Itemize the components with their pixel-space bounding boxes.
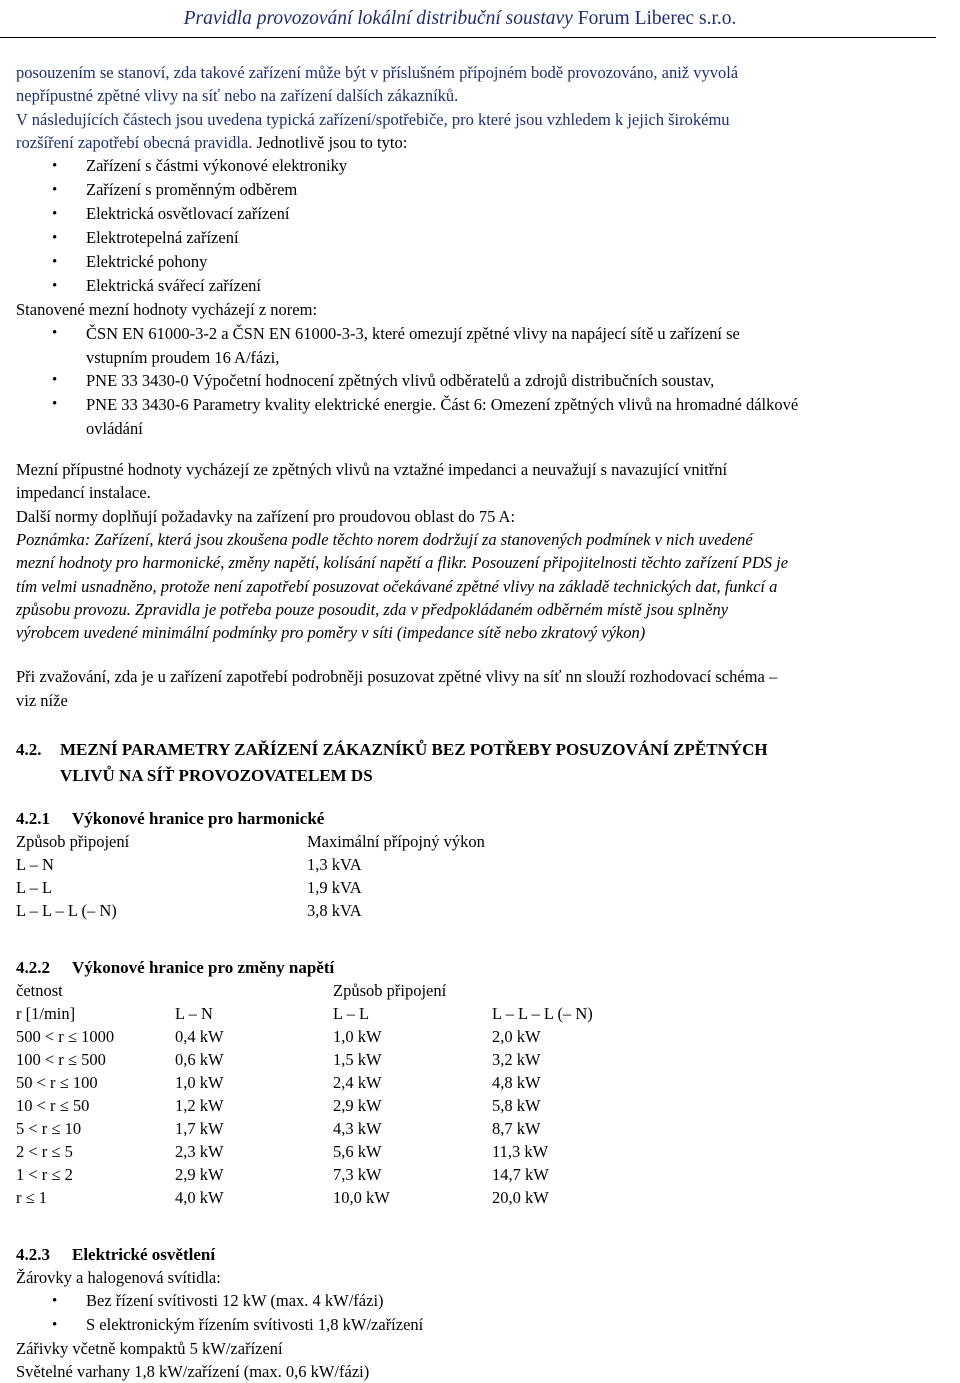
lighting-intro: Žárovky a halogenová svítidla: [16, 1267, 221, 1287]
document-body [16, 61, 936, 1383]
list-item [16, 393, 936, 440]
voltage-change-table [16, 979, 593, 1209]
list-item [16, 369, 936, 393]
table-cell: 1,2 kW [175, 1095, 224, 1115]
harmonics-table [16, 830, 485, 922]
table-row [16, 1163, 593, 1186]
section-4-2-1-heading [16, 807, 936, 830]
list-item: • Zařízení s proměnným odběrem [16, 178, 936, 202]
limits-intro: Stanovené mezní hodnoty vycházejí z norem: [16, 300, 318, 320]
column-header: L – L [333, 1003, 370, 1023]
table-cell: 50 < r ≤ 100 [16, 1072, 98, 1092]
table-header-row [16, 830, 485, 853]
section-title-line-1: MEZNÍ PARAMETRY ZAŘÍZENÍ ZÁKAZNÍKŮ BEZ POTŘEBY POSUZOVÁNÍ ZPĚTNÝCH [60, 739, 768, 759]
table-cell: 2,4 kW [333, 1072, 382, 1092]
column-header: Způsob připojení [16, 831, 130, 851]
note-line-2: mezní hodnoty pro harmonické, změny napětí, kolísání napětí a flikr. Posouzení připojitelnosti těchto zařízení PDS je [16, 553, 789, 573]
table-cell: 100 < r ≤ 500 [16, 1049, 106, 1069]
intro-line-2: nepřípustné zpětné vlivy na síť nebo na zařízení dalších zákazníků. [16, 86, 459, 106]
table-cell: 1,9 kVA [307, 877, 362, 897]
table-cell: 2,3 kW [175, 1141, 224, 1161]
intro-line-4a: rozšíření zapotřebí obecná pravidla. [16, 132, 253, 152]
table-cell: 1,0 kW [175, 1072, 224, 1092]
table-cell: 500 < r ≤ 1000 [16, 1026, 115, 1046]
section-4-2-2-heading [16, 956, 936, 979]
table-cell: 5,8 kW [492, 1095, 541, 1115]
column-group-header: Způsob připojení [333, 980, 447, 1000]
note-line-5: výrobcem uvedené minimální podmínky pro poměry v síti (impedance sítě nebo zkratový výkon) [16, 623, 646, 643]
equipment-list [16, 154, 936, 298]
table-cell: 1,3 kVA [307, 854, 362, 874]
table-row [16, 899, 485, 922]
note-line-1: Poznámka: Zařízení, která jsou zkoušena podle těchto norem dodržují za stanovených podmínek v nich uvedené [16, 530, 753, 550]
table-cell: 10,0 kW [333, 1187, 390, 1207]
table-cell: 7,3 kW [333, 1164, 382, 1184]
lighting-line-1: Zářivky včetně kompaktů 5 kW/zařízení [16, 1338, 283, 1358]
header-title-italic: Pravidla provozování lokální distribuční soustavy [183, 8, 573, 29]
section-number: 4.2.3 [16, 1244, 50, 1264]
section-title: Výkonové hranice pro harmonické [72, 808, 325, 828]
section-title-line-2: VLIVŮ NA SÍŤ PROVOZOVATELEM DS [60, 765, 373, 785]
table-cell: 2,0 kW [492, 1026, 541, 1046]
table-cell: 1,5 kW [333, 1049, 382, 1069]
table-cell: 3,2 kW [492, 1049, 541, 1069]
table-row [16, 1140, 593, 1163]
standard-2-line-1: • PNE 33 3430-0 Výpočetní hodnocení zpětných vlivů odběratelů a zdrojů distribučních soustav, [86, 371, 715, 391]
intro-line-4 [16, 131, 936, 154]
header-title-company: Forum Liberec s.r.o. [577, 8, 737, 29]
table-row [16, 1186, 593, 1209]
other-norms: Další normy doplňují požadavky na zařízení pro proudovou oblast do 75 A: [16, 506, 516, 526]
section-4-2-heading [16, 737, 936, 789]
column-header: L – N [175, 1003, 213, 1023]
table-cell: L – N [16, 854, 54, 874]
note-block [16, 528, 936, 644]
table-cell: 4,3 kW [333, 1118, 382, 1138]
impedance-line-1: Mezní přípustné hodnoty vycházejí ze zpětných vlivů na vztažné impedanci a neuvažují s navazující vnitřní [16, 460, 728, 480]
table-header-row [16, 979, 593, 1002]
table-header-row [16, 1002, 593, 1025]
table-row [16, 853, 485, 876]
table-row [16, 876, 485, 899]
standard-3-line-1: • PNE 33 3430-6 Parametry kvality elektrické energie. Část 6: Omezení zpětných vlivů na hromadné dálkové [86, 394, 799, 414]
table-cell: 1 < r ≤ 2 [16, 1164, 73, 1184]
table-cell: 0,6 kW [175, 1049, 224, 1069]
table-cell: L – L [16, 877, 53, 897]
list-item: • Elektrotepelná zařízení [16, 226, 936, 250]
table-cell: 0,4 kW [175, 1026, 224, 1046]
section-title: Výkonové hranice pro změny napětí [72, 957, 335, 977]
assessment-line-2: viz níže [16, 690, 68, 710]
lighting-list [16, 1289, 936, 1337]
standard-1-line-1: • ČSN EN 61000-3-2 a ČSN EN 61000-3-3, které omezují zpětné vlivy na napájecí sítě u zařízení se [86, 324, 740, 344]
table-cell: 4,8 kW [492, 1072, 541, 1092]
table-cell: 8,7 kW [492, 1118, 541, 1138]
table-cell: 1,0 kW [333, 1026, 382, 1046]
list-item: • Elektrická svářecí zařízení [16, 274, 936, 298]
impedance-line-2: impedancí instalace. [16, 483, 151, 503]
table-cell: 5 < r ≤ 10 [16, 1118, 82, 1138]
table-cell: 1,7 kW [175, 1118, 224, 1138]
list-item: • S elektronickým řízením svítivosti 1,8 kW/zařízení [16, 1313, 936, 1337]
table-row [16, 1117, 593, 1140]
table-cell: 10 < r ≤ 50 [16, 1095, 90, 1115]
table-cell: 2 < r ≤ 5 [16, 1141, 73, 1161]
standards-list [16, 322, 936, 440]
standard-3-line-2: ovládání [86, 418, 143, 438]
table-row [16, 1094, 593, 1117]
table-row [16, 1048, 593, 1071]
page-header [0, 0, 936, 38]
table-cell: 2,9 kW [175, 1164, 224, 1184]
intro-line-1: posouzením se stanoví, zda takové zařízení může být v příslušném přípojném bodě provozováno, aniž vyvolá [16, 63, 739, 82]
table-cell: 11,3 kW [492, 1141, 549, 1161]
section-title: Elektrické osvětlení [72, 1244, 216, 1264]
section-number: 4.2.1 [16, 808, 50, 828]
standard-1-line-2: vstupním proudem 16 A/fázi, [86, 347, 280, 367]
list-item: • Elektrické pohony [16, 250, 936, 274]
list-item [16, 322, 936, 369]
list-item: • Elektrická osvětlovací zařízení [16, 202, 936, 226]
section-4-2-3-heading [16, 1243, 936, 1266]
lighting-line-2: Světelné varhany 1,8 kW/zařízení (max. 0,6 kW/fázi) [16, 1362, 370, 1382]
column-header: Maximální přípojný výkon [307, 831, 485, 851]
note-line-3: tím velmi usnadněno, protože není zapotřebí posuzovat očekávané zpětné vlivy na základě technických dat, funkcí a [16, 576, 778, 596]
table-cell: L – L – L (– N) [16, 900, 117, 920]
list-item: • Zařízení s částmi výkonové elektroniky [16, 154, 936, 178]
note-line-4: způsobu provozu. Zpravidla je potřeba pouze posoudit, zda v předpokládaném odběrném místě jsou splněny [16, 599, 729, 619]
column-header: L – L – L (– N) [492, 1003, 593, 1023]
section-number: 4.2.2 [16, 957, 50, 977]
assessment-line-1: Při zvažování, zda je u zařízení zapotřebí podrobněji posuzovat zpětné vlivy na síť nn slouží rozhodovací schéma – [16, 666, 778, 686]
table-cell: 5,6 kW [333, 1141, 382, 1161]
column-header: r [1/min] [16, 1003, 76, 1023]
intro-line-4b: Jednotlivě jsou to tyto: [252, 132, 408, 152]
table-row [16, 1071, 593, 1094]
table-row [16, 1025, 593, 1048]
table-cell: 20,0 kW [492, 1187, 549, 1207]
table-cell: 4,0 kW [175, 1187, 224, 1207]
column-header: četnost [16, 980, 63, 1000]
table-cell: 2,9 kW [333, 1095, 382, 1115]
intro-line-3: V následujících částech jsou uvedena typická zařízení/spotřebiče, pro které jsou vzhledem k jejich širokému [16, 109, 730, 129]
section-number: 4.2. [16, 739, 42, 759]
table-cell: 14,7 kW [492, 1164, 549, 1184]
list-item: • Bez řízení svítivosti 12 kW (max. 4 kW/fázi) [16, 1289, 936, 1313]
table-cell: r ≤ 1 [16, 1187, 48, 1207]
table-cell: 3,8 kVA [307, 900, 362, 920]
